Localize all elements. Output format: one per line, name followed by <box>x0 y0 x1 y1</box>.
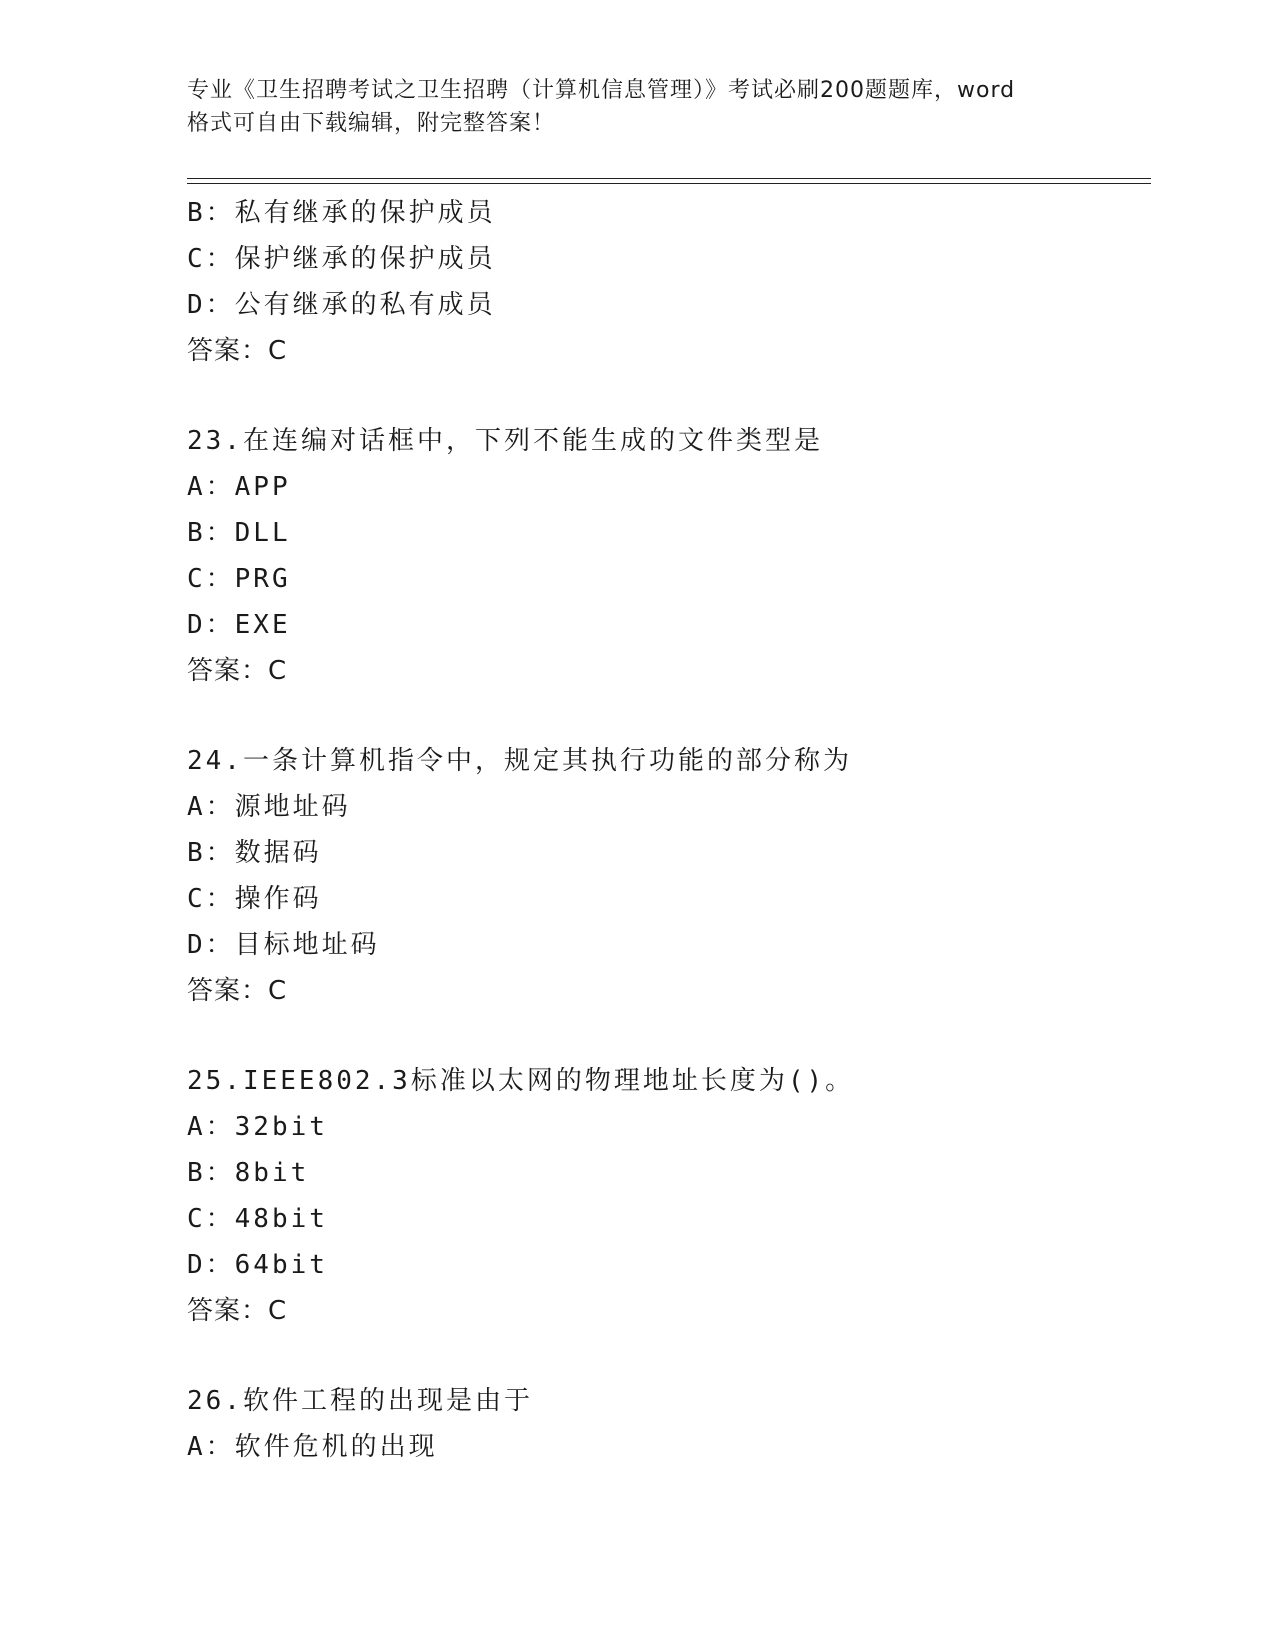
question-24 <box>187 738 1127 1014</box>
answer-line: 答案：C <box>187 1296 288 1326</box>
option-c: C：操作码 <box>187 884 322 914</box>
question-stem: 24.一条计算机指令中，规定其执行功能的部分称为 <box>187 746 852 776</box>
spacer <box>187 1334 1127 1378</box>
question-stem: 25.IEEE802.3标准以太网的物理地址长度为()。 <box>187 1066 855 1096</box>
header-divider-top <box>187 178 1151 179</box>
answer-line: 答案：C <box>187 656 288 686</box>
spacer <box>187 374 1127 418</box>
option-a: A：软件危机的出现 <box>187 1432 438 1462</box>
option-b: B：数据码 <box>187 838 322 868</box>
option-d: D：目标地址码 <box>187 930 380 960</box>
option-d: D：公有继承的私有成员 <box>187 290 496 320</box>
header-divider-bottom <box>187 183 1151 184</box>
question-23 <box>187 418 1127 694</box>
header-line-1: 专业《卫生招聘考试之卫生招聘（计算机信息管理）》考试必刷200题题库，word <box>187 78 1016 103</box>
option-c: C：PRG <box>187 564 291 594</box>
question-stem: 23.在连编对话框中，下列不能生成的文件类型是 <box>187 426 823 456</box>
question-22-continuation <box>187 190 1127 374</box>
option-a: A：32bit <box>187 1112 328 1142</box>
option-c: C：48bit <box>187 1204 328 1234</box>
option-b: B：私有继承的保护成员 <box>187 198 496 228</box>
header-line-2: 格式可自由下载编辑，附完整答案！ <box>187 111 556 136</box>
option-a: A：APP <box>187 472 291 502</box>
question-list <box>187 190 1127 1470</box>
question-26 <box>187 1378 1127 1470</box>
option-c: C：保护继承的保护成员 <box>187 244 496 274</box>
question-stem: 26.软件工程的出现是由于 <box>187 1386 533 1416</box>
spacer <box>187 694 1127 738</box>
answer-line: 答案：C <box>187 976 288 1006</box>
spacer <box>187 1014 1127 1058</box>
option-b: B：DLL <box>187 518 291 548</box>
option-b: B：8bit <box>187 1158 310 1188</box>
question-25 <box>187 1058 1127 1334</box>
option-a: A：源地址码 <box>187 792 351 822</box>
option-d: D：EXE <box>187 610 291 640</box>
document-header <box>187 74 1087 140</box>
answer-line: 答案：C <box>187 336 288 366</box>
option-d: D：64bit <box>187 1250 328 1280</box>
